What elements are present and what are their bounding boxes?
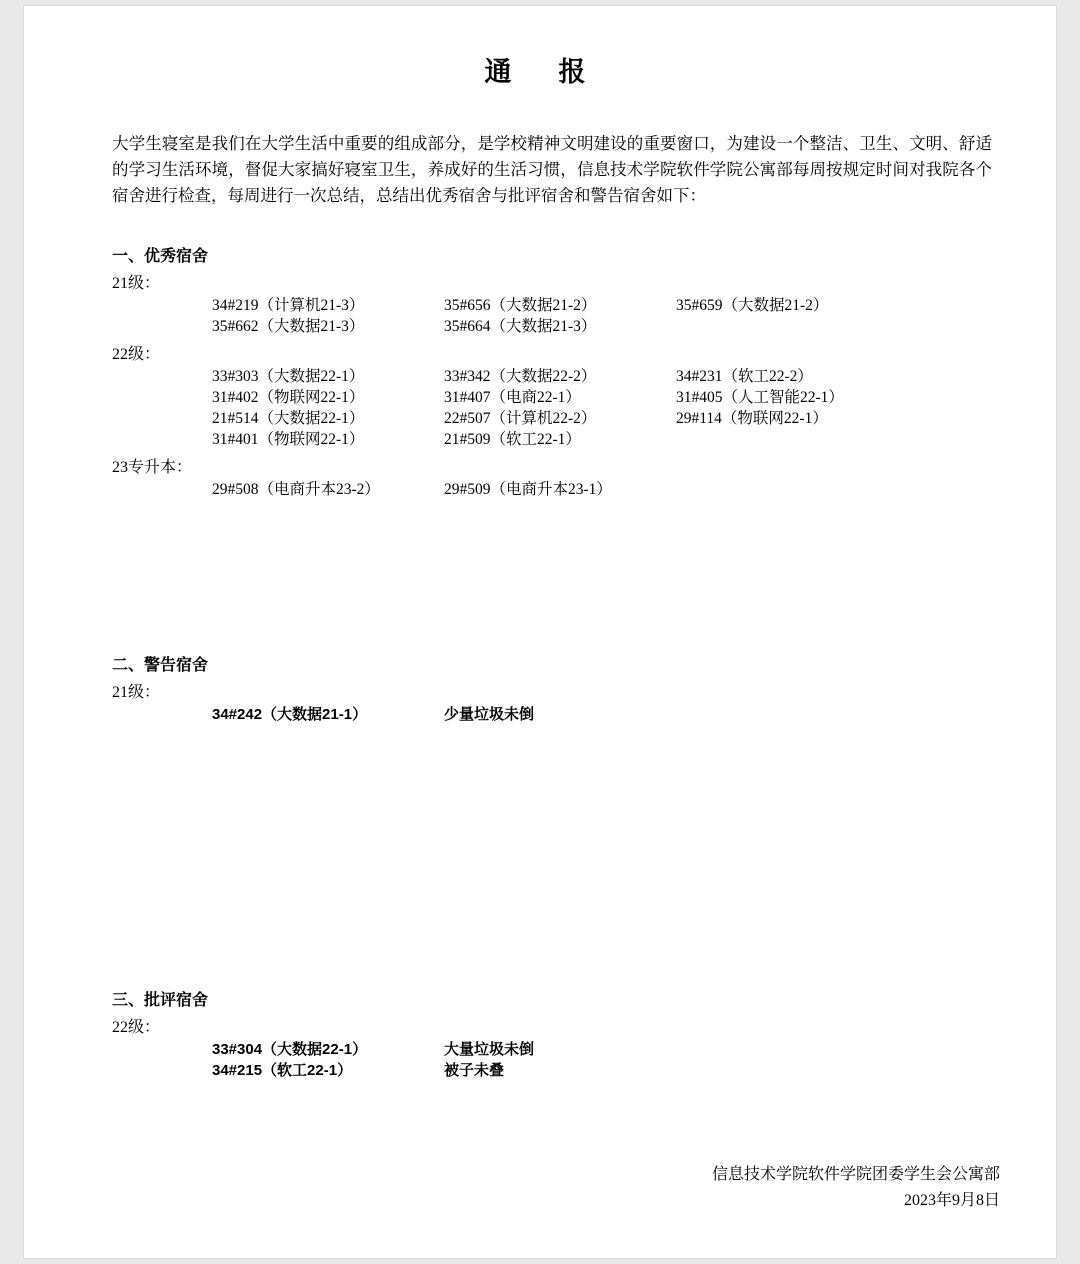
intro-paragraph: 大学生寝室是我们在大学生活中重要的组成部分，是学校精神文明建设的重要窗口，为建设一个整洁、卫生、文明、舒适的学习生活环境，督促大家搞好寝室卫生，养成好的生活习惯，信息技术学院软件学院公寓部每周按规定时间对我院各个宿舍进行检查，每周进行一次总结，总结出优秀宿舍与批评宿舍和警告宿舍如下： bbox=[112, 134, 992, 205]
section-heading: 二、警告宿舍 bbox=[112, 657, 209, 674]
room-entry: 22#507（计算机22-2） bbox=[444, 410, 597, 427]
room-entry: 21#509（软工22-1） bbox=[444, 431, 581, 448]
room-entry: 35#662（大数据21-3） bbox=[212, 318, 365, 335]
table-row bbox=[212, 408, 1056, 429]
table-row bbox=[212, 316, 1056, 337]
room-entry: 29#509（电商升本23-1） bbox=[444, 481, 612, 498]
room-entry: 33#304（大数据22-1） bbox=[212, 1041, 368, 1058]
table-row bbox=[212, 1039, 1056, 1060]
room-list-criticism bbox=[112, 1039, 1056, 1081]
room-entry: 29#508（电商升本23-2） bbox=[212, 481, 380, 498]
room-entry: 31#402（物联网22-1） bbox=[212, 389, 365, 406]
room-entry: 35#659（大数据21-2） bbox=[676, 297, 829, 314]
table-row bbox=[212, 387, 1056, 408]
room-entry: 29#114（物联网22-1） bbox=[676, 410, 828, 427]
room-entry bbox=[676, 316, 908, 337]
room-list-21 bbox=[112, 295, 1056, 337]
room-entry bbox=[676, 429, 908, 450]
document-footer bbox=[712, 1162, 1000, 1214]
grade-label-23: 23专升本： bbox=[112, 459, 193, 476]
page-title: 通 报 bbox=[484, 57, 596, 87]
table-row bbox=[212, 704, 1056, 725]
footer-organization: 信息技术学院软件学院团委学生会公寓部 bbox=[711, 1166, 1000, 1183]
section-warning bbox=[112, 652, 1056, 725]
room-reason: 少量垃圾未倒 bbox=[444, 706, 535, 723]
room-entry: 33#303（大数据22-1） bbox=[212, 368, 365, 385]
room-reason: 大量垃圾未倒 bbox=[444, 1041, 535, 1058]
room-entry: 33#342（大数据22-2） bbox=[444, 368, 597, 385]
grade-label-22-criticism: 22级： bbox=[112, 1019, 161, 1036]
room-entry: 34#231（软工22-2） bbox=[676, 368, 813, 385]
room-entry: 34#215（软工22-1） bbox=[212, 1062, 353, 1079]
room-entry: 31#405（人工智能22-1） bbox=[676, 389, 844, 406]
grade-label-21: 21级： bbox=[112, 275, 161, 292]
spacer bbox=[24, 725, 1056, 953]
grade-label-22: 22级： bbox=[112, 346, 161, 363]
table-row bbox=[212, 1060, 1056, 1081]
table-row bbox=[212, 295, 1056, 316]
room-entry: 35#664（大数据21-3） bbox=[444, 318, 597, 335]
grade-label-21-warning: 21级： bbox=[112, 684, 161, 701]
room-entry bbox=[676, 479, 908, 500]
room-list-warning bbox=[112, 704, 1056, 725]
table-row bbox=[212, 429, 1056, 450]
document-page bbox=[24, 6, 1056, 1258]
room-entry: 34#219（计算机21-3） bbox=[212, 297, 365, 314]
room-entry: 34#242（大数据21-1） bbox=[212, 706, 368, 723]
table-row bbox=[212, 366, 1056, 387]
room-entry: 31#407（电商22-1） bbox=[444, 389, 581, 406]
section-heading: 三、批评宿舍 bbox=[112, 992, 209, 1009]
footer-date: 2023年9月8日 bbox=[903, 1192, 1000, 1209]
section-heading: 一、优秀宿舍 bbox=[112, 248, 209, 265]
room-entry: 21#514（大数据22-1） bbox=[212, 410, 365, 427]
room-list-22 bbox=[112, 366, 1056, 450]
room-entry: 31#401（物联网22-1） bbox=[212, 431, 365, 448]
section-excellent bbox=[112, 243, 1056, 500]
room-entry: 35#656（大数据21-2） bbox=[444, 297, 597, 314]
spacer bbox=[24, 500, 1056, 618]
section-criticism bbox=[112, 987, 1056, 1081]
room-reason: 被子未叠 bbox=[444, 1062, 505, 1079]
table-row bbox=[212, 479, 1056, 500]
room-list-23 bbox=[112, 479, 1056, 500]
